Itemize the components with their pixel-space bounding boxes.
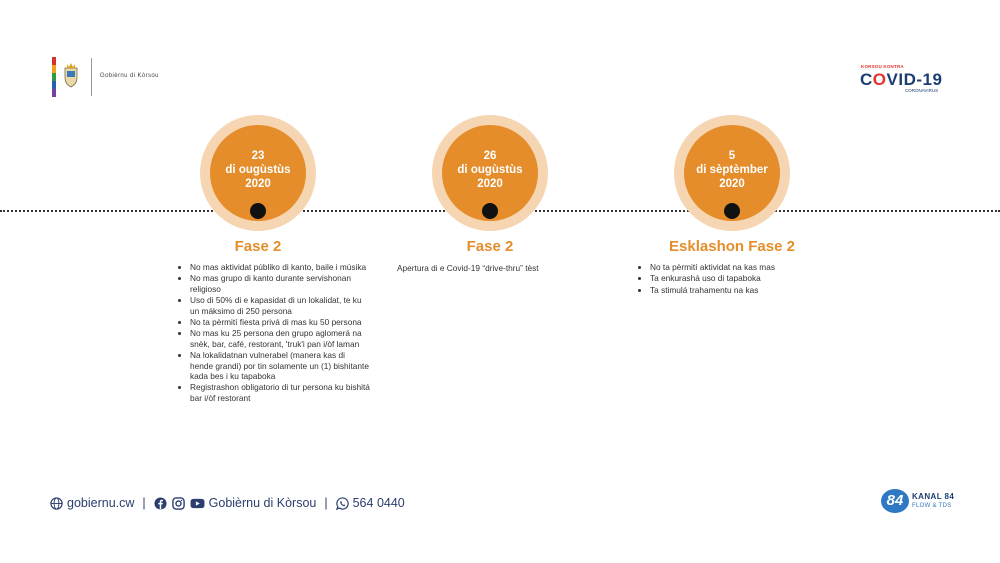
milestone-date: 26 di ougùstùs 2020 xyxy=(457,150,523,190)
phase-title: Fase 2 xyxy=(234,238,282,255)
globe-icon xyxy=(50,497,63,510)
covid-logo-tagline: KORSOU KONTRA xyxy=(861,64,904,69)
covid-logo-subtitle: CORONAVIRUS xyxy=(905,88,939,93)
list-item: • No ta pèrmití fiesta privá di mas ku 50 persona xyxy=(190,317,370,327)
youtube-icon[interactable] xyxy=(190,497,205,510)
social-handle[interactable]: Gobièrnu di Kòrsou xyxy=(208,496,317,510)
timeline-dot xyxy=(250,203,266,219)
phase-1-list xyxy=(176,262,370,404)
separator: | xyxy=(142,496,146,510)
separator: | xyxy=(324,496,328,510)
kanal84-name: KANAL 84 xyxy=(912,492,955,501)
footer-contacts xyxy=(50,494,405,512)
milestone-2 xyxy=(432,115,548,231)
milestone-3 xyxy=(674,115,790,231)
list-item: • No mas grupo di kanto durante servishonan religioso xyxy=(190,273,370,294)
flag-color-bar xyxy=(52,57,56,97)
phase-3-list xyxy=(636,262,850,296)
covid-logo-title: COVID-19 xyxy=(860,70,943,89)
list-item: • Ta enkurashá uso di tapaboka xyxy=(650,273,850,283)
coat-of-arms-icon xyxy=(63,62,79,88)
list-item: • No ta pèrmití aktividat na kas mas xyxy=(650,262,850,272)
phase-title: Fase 2 xyxy=(466,238,514,255)
list-item: • Na lokalidatnan vulnerabel (manera kas di hende grandi) por tin solamente un (1) bishitante kada bes i ku tapaboka xyxy=(190,350,370,381)
kanal84-badge: 84 xyxy=(881,489,909,513)
logo-divider xyxy=(91,58,92,96)
list-item: • No mas aktividat públiko di kanto, baile i músika xyxy=(190,262,370,272)
list-item: • Uso di 50% di e kapasidat di un lokalidat, te ku un máksimo di 250 persona xyxy=(190,295,370,316)
virus-icon: O xyxy=(872,70,887,89)
website-link[interactable]: gobiernu.cw xyxy=(67,496,135,510)
phase-2-text: Apertura di e Covid-19 “drive-thru” tèst xyxy=(397,263,539,273)
phase-title: Esklashon Fase 2 xyxy=(669,238,795,255)
facebook-icon[interactable] xyxy=(154,497,167,510)
milestone-date: 23 di ougùstùs 2020 xyxy=(225,150,291,190)
list-item: • Registrashon obligatorio di tur persona ku bishitá bar i/òf restorant xyxy=(190,382,370,403)
list-item: • No mas ku 25 persona den grupo aglomerá na snèk, bar, café, restorant, 'truk'i pan i/òf laman xyxy=(190,328,370,349)
instagram-icon[interactable] xyxy=(172,497,185,510)
whatsapp-icon[interactable] xyxy=(336,497,349,510)
milestone-date: 5 di sèptèmber 2020 xyxy=(696,150,768,190)
kanal84-subtitle: FLOW & TDS xyxy=(912,503,952,509)
government-name: Gobièrnu di Kòrsou xyxy=(100,73,159,79)
milestone-1 xyxy=(200,115,316,231)
list-item: • Ta stimulá trahamentu na kas xyxy=(650,285,850,295)
whatsapp-number[interactable]: 564 0440 xyxy=(352,496,405,510)
timeline-dot xyxy=(482,203,498,219)
timeline-dot xyxy=(724,203,740,219)
